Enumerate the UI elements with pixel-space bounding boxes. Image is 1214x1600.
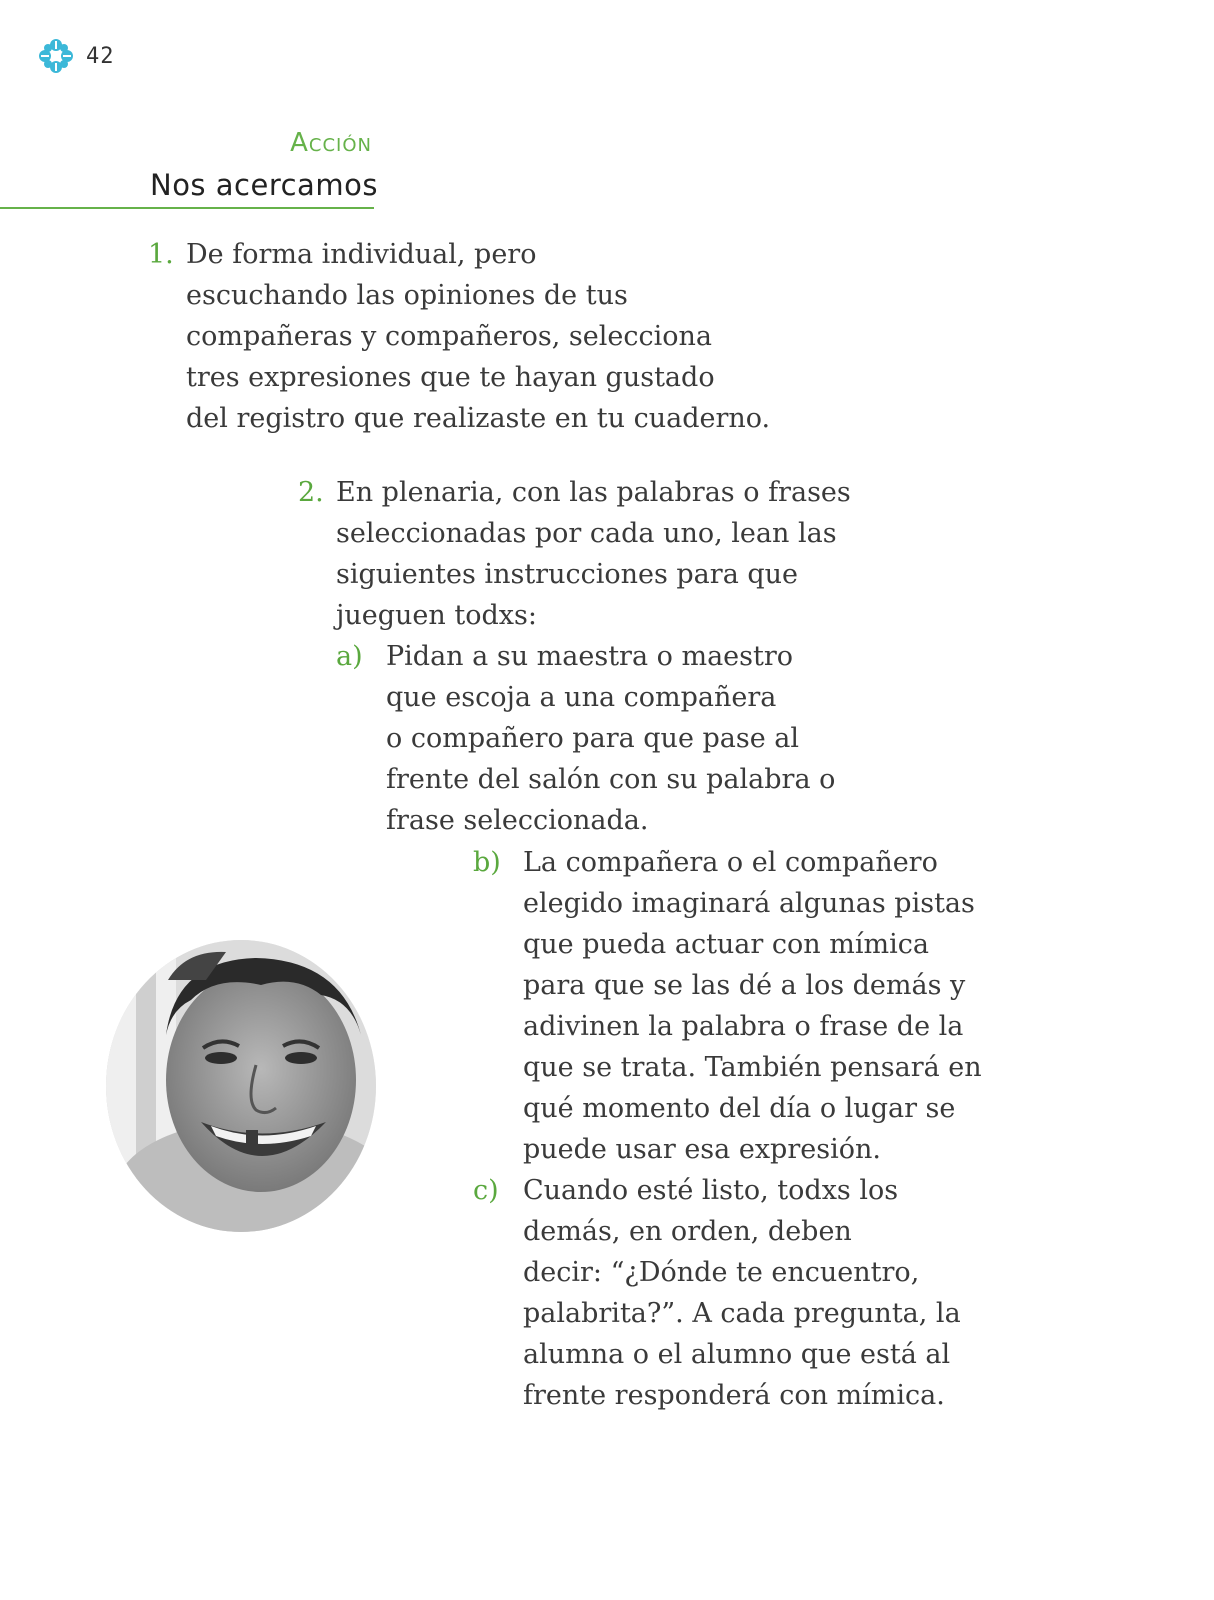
sub-item-a (336, 636, 835, 841)
text-line: demás, en orden, deben (523, 1216, 852, 1247)
text-line: decir: “¿Dónde te encuentro, (523, 1257, 920, 1288)
text-line: jueguen todxs: (336, 600, 537, 631)
list-item-text (148, 234, 770, 439)
section-kicker: Acción (290, 128, 372, 158)
list-number: 1. (148, 239, 174, 270)
sub-item-b (473, 842, 982, 1170)
sub-item-text (473, 1170, 961, 1416)
section-title: Nos acercamos (150, 168, 378, 202)
text-line: qué momento del día o lugar se (523, 1093, 956, 1124)
list-item-1 (148, 234, 770, 439)
sub-item-letter: b) (473, 847, 501, 878)
list-number: 2. (298, 477, 324, 508)
text-line: seleccionadas por cada uno, lean las (336, 518, 837, 549)
text-line: puede usar esa expresión. (523, 1134, 881, 1165)
title-rule (0, 207, 374, 209)
text-line: palabrita?”. A cada pregunta, la (523, 1298, 961, 1329)
text-line: para que se las dé a los demás y (523, 970, 966, 1001)
text-line: frente responderá con mímica. (523, 1380, 945, 1411)
text-line: que pueda actuar con mímica (523, 929, 929, 960)
text-line: De forma individual, pero (186, 239, 537, 270)
sub-item-text (473, 842, 982, 1170)
text-line: En plenaria, con las palabras o frases (336, 477, 851, 508)
page-header (38, 38, 115, 74)
text-line: del registro que realizaste en tu cuaderno. (186, 403, 771, 434)
sub-item-c (473, 1170, 961, 1416)
text-line: que se trata. También pensará en (523, 1052, 982, 1083)
text-line: tres expresiones que te hayan gustado (186, 362, 715, 393)
smiling-child-photo (106, 940, 376, 1232)
text-line: alumna o el alumno que está al (523, 1339, 951, 1370)
sub-item-text (336, 636, 835, 841)
sub-item-letter: c) (473, 1175, 499, 1206)
child-portrait-icon (106, 940, 376, 1232)
list-item-text (298, 472, 851, 636)
text-line: La compañera o el compañero (523, 847, 938, 878)
text-line: Pidan a su maestra o maestro (386, 641, 794, 672)
text-line: adivinen la palabra o frase de la (523, 1011, 964, 1042)
flower-ornament-icon (38, 38, 74, 74)
text-line: compañeras y compañeros, selecciona (186, 321, 712, 352)
text-line: frase seleccionada. (386, 805, 649, 836)
text-line: que escoja a una compañera (386, 682, 777, 713)
text-line: frente del salón con su palabra o (386, 764, 836, 795)
text-line: siguientes instrucciones para que (336, 559, 799, 590)
text-line: elegido imaginará algunas pistas (523, 888, 975, 919)
text-line: Cuando esté listo, todxs los (523, 1175, 899, 1206)
text-line: o compañero para que pase al (386, 723, 800, 754)
list-item-2 (298, 472, 851, 636)
sub-item-letter: a) (336, 641, 363, 672)
text-line: escuchando las opiniones de tus (186, 280, 628, 311)
page-number: 42 (86, 43, 115, 69)
